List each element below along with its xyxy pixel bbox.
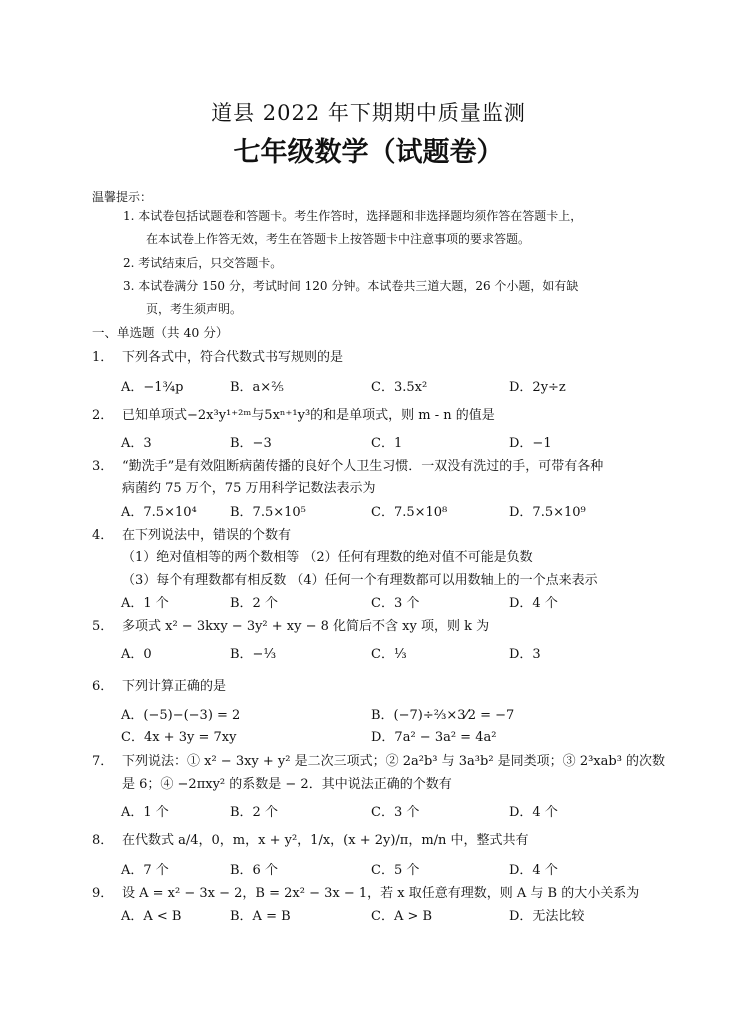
option-d: D．4 个 bbox=[509, 863, 558, 878]
question-5 bbox=[92, 615, 489, 634]
option-d: D．7.5×10⁹ bbox=[509, 505, 586, 520]
question-9 bbox=[92, 882, 639, 901]
option-c: C．4x + 3y = 7xy bbox=[121, 730, 237, 745]
question-4 bbox=[92, 524, 291, 543]
question-stem: 在代数式 a/4，0，m，x + y²，1/x，(x + 2y)/π，m/n 中，整式共有 bbox=[122, 833, 529, 848]
section-heading: 一、单选题（共 40 分） bbox=[92, 325, 229, 340]
option-d: D．4 个 bbox=[509, 596, 558, 611]
option-a: A．1 个 bbox=[121, 596, 169, 611]
option-d: D．7a² − 3a² = 4a² bbox=[371, 730, 497, 745]
tip-text: 本试卷满分 150 分，考试时间 120 分钟。本试卷共三道大题，26 个小题，如有缺 bbox=[138, 279, 579, 293]
exam-title-line1: 道县 2022 年下期期中质量监测 bbox=[211, 101, 526, 125]
option-c: C．A > B bbox=[371, 909, 433, 924]
tip-text: 考试结束后，只交答题卡。 bbox=[138, 256, 283, 270]
tips-heading: 温馨提示： bbox=[92, 190, 153, 204]
option-b: B．−⅓ bbox=[230, 647, 277, 662]
option-b: B．6 个 bbox=[230, 863, 278, 878]
question-number: 4． bbox=[92, 528, 114, 543]
question-2 bbox=[92, 404, 495, 423]
tip-num: 3. bbox=[123, 279, 135, 293]
question-7 bbox=[92, 750, 665, 769]
question-stem: 设 A = x² − 3x − 2，B = 2x² − 3x − 1，若 x 取任意有理数，则 A 与 B 的大小关系为 bbox=[122, 886, 640, 901]
question-stem-cont: 病菌约 75 万个，75 万用科学记数法表示为 bbox=[122, 481, 376, 496]
option-b: B．−3 bbox=[230, 436, 272, 451]
option-b: B．(−7)÷⅔×3⁄2 = −7 bbox=[371, 708, 515, 723]
question-number: 8． bbox=[92, 833, 114, 848]
question-6 bbox=[92, 675, 226, 694]
tip-2 bbox=[123, 252, 282, 275]
option-a: A．7 个 bbox=[121, 863, 169, 878]
tip-1 bbox=[123, 205, 582, 228]
option-a: A．3 bbox=[121, 436, 152, 451]
option-a: A．(−5)−(−3) = 2 bbox=[121, 708, 241, 723]
exam-title-line2: 七年级数学（试题卷） bbox=[233, 137, 504, 168]
option-c: C．5 个 bbox=[371, 863, 420, 878]
option-b: B．A = B bbox=[230, 909, 291, 924]
option-b: B．7.5×10⁵ bbox=[230, 505, 306, 520]
question-stem: 已知单项式−2x³y¹⁺²ᵐ与5xⁿ⁺¹y³的和是单项式，则 m - n 的值是 bbox=[122, 408, 495, 423]
question-stem-cont: 是 6；④ −2πxy² 的系数是 − 2．其中说法正确的个数有 bbox=[122, 777, 452, 792]
option-a: A．A < B bbox=[121, 909, 182, 924]
question-stem: 下列计算正确的是 bbox=[122, 679, 227, 694]
question-stem: 下列各式中，符合代数式书写规则的是 bbox=[122, 350, 344, 365]
option-c: C．1 bbox=[371, 436, 403, 451]
option-d: D．−1 bbox=[509, 436, 552, 451]
question-1 bbox=[92, 346, 343, 365]
option-a: A．0 bbox=[121, 647, 152, 662]
option-d: D．3 bbox=[509, 647, 541, 662]
option-d: D．无法比较 bbox=[509, 909, 585, 924]
question-number: 9． bbox=[92, 886, 114, 901]
question-number: 3． bbox=[92, 459, 114, 474]
question-3 bbox=[92, 455, 603, 474]
option-b: B．a×⅖ bbox=[230, 380, 284, 395]
option-b: B．2 个 bbox=[230, 805, 278, 820]
option-c: C．⅓ bbox=[371, 647, 407, 662]
option-c: C．7.5×10⁸ bbox=[371, 505, 448, 520]
option-a: A．1 个 bbox=[121, 805, 169, 820]
question-number: 7． bbox=[92, 754, 114, 769]
tip-num: 2. bbox=[123, 256, 135, 270]
question-stem: 下列说法：① x² − 3xy + y² 是二次三项式；② 2a²b³ 与 3a³b² 是同类项；③ 2³xab³ 的次数 bbox=[122, 754, 666, 769]
statement-line-1: （1）绝对值相等的两个数相等 （2）任何有理数的绝对值不可能是负数 bbox=[122, 550, 533, 565]
tip-num: 1. bbox=[123, 209, 135, 223]
option-c: C．3.5x² bbox=[371, 380, 428, 395]
tip-text: 本试卷包括试题卷和答题卡。考生作答时，选择题和非选择题均须作答在答题卡上， bbox=[138, 209, 583, 223]
question-stem: “勤洗手”是有效阻断病菌传播的良好个人卫生习惯．一双没有洗过的手，可带有各种 bbox=[122, 459, 604, 474]
question-number: 1． bbox=[92, 350, 114, 365]
option-d: D．2y÷z bbox=[509, 380, 566, 395]
tip-3-cont: 页，考生须声明。 bbox=[146, 302, 243, 316]
option-c: C．3 个 bbox=[371, 596, 420, 611]
question-stem: 在下列说法中，错误的个数有 bbox=[122, 528, 292, 543]
statement-line-2: （3）每个有理数都有相反数 （4）任何一个有理数都可以用数轴上的一个点来表示 bbox=[122, 573, 598, 588]
tip-1-cont: 在本试卷上作答无效，考生在答题卡上按答题卡中注意事项的要求答题。 bbox=[146, 232, 531, 246]
question-stem: 多项式 x² − 3kxy − 3y² + xy − 8 化简后不含 xy 项，则 k 为 bbox=[122, 619, 490, 634]
question-number: 5． bbox=[92, 619, 114, 634]
option-a: A．−1¾p bbox=[121, 380, 184, 395]
question-number: 2． bbox=[92, 408, 114, 423]
option-d: D．4 个 bbox=[509, 805, 558, 820]
question-8 bbox=[92, 829, 529, 848]
question-number: 6． bbox=[92, 679, 114, 694]
option-b: B．2 个 bbox=[230, 596, 278, 611]
option-c: C．3 个 bbox=[371, 805, 420, 820]
tip-3 bbox=[123, 275, 578, 298]
option-a: A．7.5×10⁴ bbox=[121, 505, 197, 520]
